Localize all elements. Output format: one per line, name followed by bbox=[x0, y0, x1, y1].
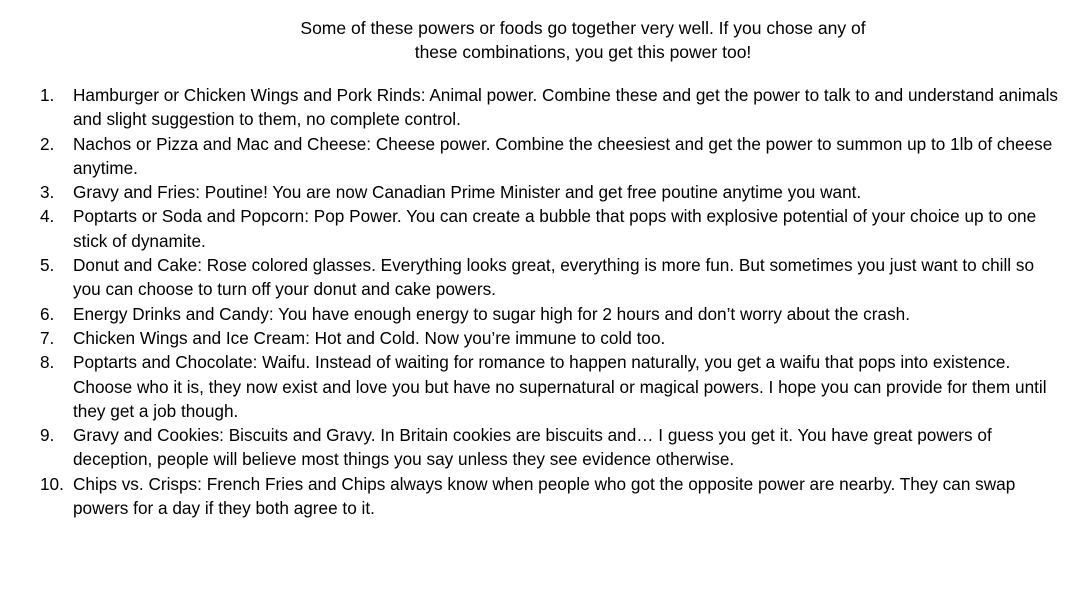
item-text: Gravy and Fries: Poutine! You are now Canadian Prime Minister and get free poutine anytime you want. bbox=[73, 182, 862, 203]
list-item bbox=[40, 302, 1060, 326]
item-number: 8. bbox=[40, 352, 55, 373]
list-item bbox=[40, 472, 1060, 521]
list-item bbox=[40, 253, 1060, 302]
list-item bbox=[40, 132, 1060, 181]
list-item bbox=[40, 204, 1060, 253]
item-text: Hamburger or Chicken Wings and Pork Rinds: Animal power. Combine these and get the power to talk to and understand animals and slight suggestion to them, no complete control. bbox=[73, 85, 1058, 130]
item-number: 4. bbox=[40, 206, 55, 227]
list-item bbox=[40, 350, 1060, 423]
item-text: Poptarts or Soda and Popcorn: Pop Power. You can create a bubble that pops with explosive potential of your choice up to one stick of dynamite. bbox=[73, 206, 1037, 251]
item-number: 10. bbox=[40, 473, 64, 494]
item-number: 2. bbox=[40, 133, 55, 154]
item-text: Energy Drinks and Candy: You have enough energy to sugar high for 2 hours and don’t worry about the crash. bbox=[73, 303, 910, 324]
intro-text bbox=[140, 16, 1026, 64]
item-text: Poptarts and Chocolate: Waifu. Instead of waiting for romance to happen naturally, you get a waifu that pops into existence. Choose who it is, they now exist and love you but have no supernatural or magical powers. I hope you can provide for them until they get a job though. bbox=[73, 352, 1047, 421]
list-item bbox=[40, 423, 1060, 472]
intro-line-2: these combinations, you get this power too! bbox=[414, 42, 752, 62]
list-item bbox=[40, 180, 1060, 204]
list-item bbox=[40, 326, 1060, 350]
intro-line-1: Some of these powers or foods go together very well. If you chose any of bbox=[300, 18, 866, 38]
item-text: Gravy and Cookies: Biscuits and Gravy. In Britain cookies are biscuits and… I guess you get it. You have great powers of deception, people will believe most things you say unless they see evidence otherwise. bbox=[73, 425, 992, 470]
item-number: 1. bbox=[40, 85, 55, 105]
item-text: Chicken Wings and Ice Cream: Hot and Cold. Now you’re immune to cold too. bbox=[73, 327, 666, 348]
item-text: Donut and Cake: Rose colored glasses. Everything looks great, everything is more fun. But sometimes you just want to chill so you can choose to turn off your donut and cake powers. bbox=[73, 255, 1035, 300]
item-number: 6. bbox=[40, 303, 55, 324]
item-text: Nachos or Pizza and Mac and Cheese: Cheese power. Combine the cheesiest and get the power to summon up to 1lb of cheese anytime. bbox=[73, 133, 1053, 178]
item-number: 5. bbox=[40, 255, 55, 276]
item-text: Chips vs. Crisps: French Fries and Chips always know when people who got the opposite power are nearby. They can swap powers for a day if they both agree to it. bbox=[73, 473, 1016, 519]
item-number: 3. bbox=[40, 182, 55, 203]
list-item bbox=[40, 83, 1060, 132]
item-number: 7. bbox=[40, 327, 55, 348]
item-number: 9. bbox=[40, 425, 55, 446]
combination-list bbox=[40, 83, 1060, 520]
